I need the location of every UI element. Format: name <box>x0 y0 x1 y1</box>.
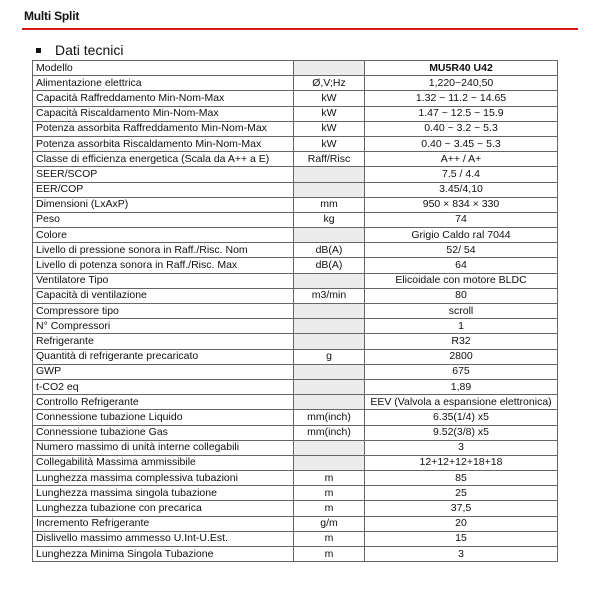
param-cell: Livello di pressione sonora in Raff./Risc. Nom <box>33 243 294 258</box>
table-row <box>33 228 558 243</box>
param-cell: Livello di potenza sonora in Raff./Risc. Max <box>33 258 294 273</box>
value-cell: 64 <box>365 258 558 273</box>
bullet-icon <box>36 48 41 53</box>
unit-cell <box>294 304 365 319</box>
value-cell: 0.40 ~ 3.2 ~ 5.3 <box>365 121 558 136</box>
unit-cell: dB(A) <box>294 258 365 273</box>
table-row <box>33 273 558 288</box>
value-cell: 1,220~240,50 <box>365 76 558 91</box>
value-cell: 7.5 / 4.4 <box>365 167 558 182</box>
value-cell: 1 <box>365 319 558 334</box>
value-cell: 80 <box>365 288 558 303</box>
unit-cell: kW <box>294 136 365 151</box>
param-cell: Lunghezza massima complessiva tubazioni <box>33 471 294 486</box>
unit-cell: m <box>294 486 365 501</box>
value-cell: 6.35(1/4) x5 <box>365 410 558 425</box>
table-row <box>33 106 558 121</box>
param-cell: Collegabilità Massima ammissibile <box>33 455 294 470</box>
table-row <box>33 319 558 334</box>
table-row <box>33 349 558 364</box>
param-cell: Controllo Refrigerante <box>33 395 294 410</box>
table-row <box>33 334 558 349</box>
value-cell: 3.45/4,10 <box>365 182 558 197</box>
unit-cell: m <box>294 547 365 562</box>
param-cell: Compressore tipo <box>33 304 294 319</box>
param-cell: Lunghezza tubazione con precarica <box>33 501 294 516</box>
value-cell: 1.32 ~ 11.2 ~ 14.65 <box>365 91 558 106</box>
table-row <box>33 288 558 303</box>
table-row <box>33 76 558 91</box>
param-cell: Capacità Riscaldamento Min-Nom-Max <box>33 106 294 121</box>
value-cell: 15 <box>365 531 558 546</box>
value-cell: Grigio Caldo ral 7044 <box>365 228 558 243</box>
unit-cell: m <box>294 531 365 546</box>
param-cell: Incremento Refrigerante <box>33 516 294 531</box>
table-row <box>33 304 558 319</box>
value-cell: 3 <box>365 547 558 562</box>
param-cell: Colore <box>33 228 294 243</box>
param-cell: Connessione tubazione Gas <box>33 425 294 440</box>
param-cell: Classe di efficienza energetica (Scala da A++ a E) <box>33 152 294 167</box>
value-cell: 20 <box>365 516 558 531</box>
value-cell: 85 <box>365 471 558 486</box>
unit-cell: kg <box>294 212 365 227</box>
unit-cell: mm(inch) <box>294 410 365 425</box>
unit-cell: kW <box>294 91 365 106</box>
param-cell: N° Compressori <box>33 319 294 334</box>
page-header <box>0 0 600 30</box>
table-row <box>33 136 558 151</box>
unit-cell: dB(A) <box>294 243 365 258</box>
value-cell: R32 <box>365 334 558 349</box>
section-heading <box>36 42 123 58</box>
param-cell: Dimensioni (LxAxP) <box>33 197 294 212</box>
value-cell: 2800 <box>365 349 558 364</box>
param-cell: Ventilatore Tipo <box>33 273 294 288</box>
section-title: Dati tecnici <box>55 42 124 58</box>
unit-cell <box>294 319 365 334</box>
table-row <box>33 471 558 486</box>
table-row <box>33 516 558 531</box>
param-cell: Alimentazione elettrica <box>33 76 294 91</box>
value-cell: 52/ 54 <box>365 243 558 258</box>
unit-cell: mm(inch) <box>294 425 365 440</box>
table-row <box>33 501 558 516</box>
param-cell: Peso <box>33 212 294 227</box>
table-row <box>33 547 558 562</box>
value-cell: 25 <box>365 486 558 501</box>
table-row <box>33 531 558 546</box>
header-divider <box>22 28 578 30</box>
unit-cell <box>294 334 365 349</box>
param-cell: EER/COP <box>33 182 294 197</box>
unit-cell: g/m <box>294 516 365 531</box>
table-row <box>33 212 558 227</box>
value-cell: 12+12+12+18+18 <box>365 455 558 470</box>
table-row <box>33 182 558 197</box>
table-row <box>33 440 558 455</box>
unit-cell <box>294 379 365 394</box>
param-cell: Lunghezza massima singola tubazione <box>33 486 294 501</box>
unit-cell: kW <box>294 106 365 121</box>
unit-cell <box>294 182 365 197</box>
page-title: Multi Split <box>24 9 80 23</box>
value-cell: 37,5 <box>365 501 558 516</box>
param-cell: Dislivello massimo ammesso U.Int-U.Est. <box>33 531 294 546</box>
param-cell: Lunghezza Minima Singola Tubazione <box>33 547 294 562</box>
unit-cell: m <box>294 471 365 486</box>
value-cell: 950 × 834 × 330 <box>365 197 558 212</box>
param-cell: Refrigerante <box>33 334 294 349</box>
param-cell: t-CO2 eq <box>33 379 294 394</box>
table-row <box>33 395 558 410</box>
unit-cell: Ø,V;Hz <box>294 76 365 91</box>
table-row <box>33 486 558 501</box>
table-row <box>33 455 558 470</box>
table-row <box>33 379 558 394</box>
unit-cell: Raff/Risc <box>294 152 365 167</box>
param-cell: Potenza assorbita Raffreddamento Min-Nom-Max <box>33 121 294 136</box>
spec-table-body <box>33 61 558 562</box>
unit-cell <box>294 273 365 288</box>
unit-cell <box>294 167 365 182</box>
value-cell: 675 <box>365 364 558 379</box>
value-cell: A++ / A+ <box>365 152 558 167</box>
value-cell: 74 <box>365 212 558 227</box>
spec-table <box>32 60 558 562</box>
unit-cell <box>294 395 365 410</box>
unit-cell <box>294 455 365 470</box>
table-row <box>33 243 558 258</box>
value-cell: 1.47 ~ 12.5 ~ 15.9 <box>365 106 558 121</box>
unit-cell: m3/min <box>294 288 365 303</box>
value-cell: 9.52(3/8) x5 <box>365 425 558 440</box>
unit-cell <box>294 228 365 243</box>
table-row <box>33 410 558 425</box>
param-cell: Quantità di refrigerante precaricato <box>33 349 294 364</box>
param-cell: SEER/SCOP <box>33 167 294 182</box>
value-cell: 1,89 <box>365 379 558 394</box>
unit-cell <box>294 364 365 379</box>
value-cell: 3 <box>365 440 558 455</box>
table-row <box>33 91 558 106</box>
param-cell: Capacità Raffreddamento Min-Nom-Max <box>33 91 294 106</box>
value-cell: EEV (Valvola a espansione elettronica) <box>365 395 558 410</box>
param-cell: Numero massimo di unità interne collegabili <box>33 440 294 455</box>
param-cell: GWP <box>33 364 294 379</box>
table-row <box>33 152 558 167</box>
unit-cell: kW <box>294 121 365 136</box>
unit-cell: g <box>294 349 365 364</box>
table-row <box>33 425 558 440</box>
unit-cell <box>294 61 365 76</box>
value-cell: 0.40 ~ 3.45 ~ 5.3 <box>365 136 558 151</box>
param-cell: Capacità di ventilazione <box>33 288 294 303</box>
value-cell: scroll <box>365 304 558 319</box>
param-cell: Connessione tubazione Liquido <box>33 410 294 425</box>
value-cell: MU5R40 U42 <box>365 61 558 76</box>
param-cell: Modello <box>33 61 294 76</box>
unit-cell: mm <box>294 197 365 212</box>
table-row <box>33 197 558 212</box>
value-cell: Elicoidale con motore BLDC <box>365 273 558 288</box>
unit-cell: m <box>294 501 365 516</box>
table-row <box>33 364 558 379</box>
table-row <box>33 121 558 136</box>
table-row <box>33 61 558 76</box>
unit-cell <box>294 440 365 455</box>
table-row <box>33 258 558 273</box>
param-cell: Potenza assorbita Riscaldamento Min-Nom-Max <box>33 136 294 151</box>
table-row <box>33 167 558 182</box>
